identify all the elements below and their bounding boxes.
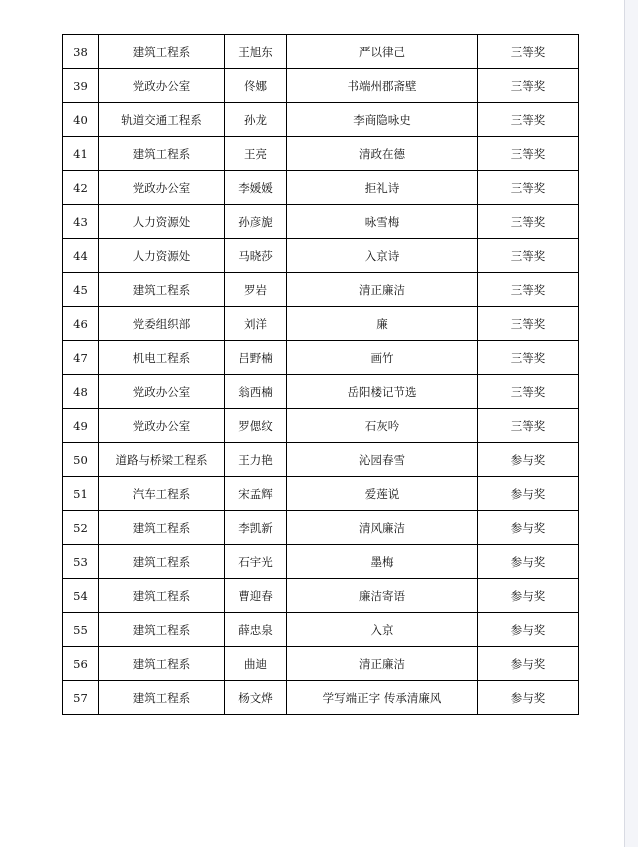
row-number: 51 bbox=[63, 477, 99, 511]
department-cell: 道路与桥梁工程系 bbox=[99, 443, 225, 477]
work-title-cell: 严以律己 bbox=[287, 35, 478, 69]
department-cell: 建筑工程系 bbox=[99, 35, 225, 69]
table-row bbox=[63, 171, 579, 205]
department-cell: 党政办公室 bbox=[99, 171, 225, 205]
table-row bbox=[63, 137, 579, 171]
department-cell: 建筑工程系 bbox=[99, 579, 225, 613]
department-cell: 汽车工程系 bbox=[99, 477, 225, 511]
table-row bbox=[63, 647, 579, 681]
work-title-cell: 岳阳楼记节选 bbox=[287, 375, 478, 409]
awards-table bbox=[62, 34, 579, 715]
awards-table-body bbox=[63, 35, 579, 715]
award-cell: 三等奖 bbox=[478, 103, 579, 137]
work-title-cell: 墨梅 bbox=[287, 545, 478, 579]
participant-name-cell: 王力艳 bbox=[225, 443, 287, 477]
table-row bbox=[63, 103, 579, 137]
award-cell: 三等奖 bbox=[478, 69, 579, 103]
row-number: 44 bbox=[63, 239, 99, 273]
work-title-cell: 学写端正字 传承清廉风 bbox=[287, 681, 478, 715]
participant-name-cell: 曹迎春 bbox=[225, 579, 287, 613]
award-cell: 参与奖 bbox=[478, 511, 579, 545]
table-row bbox=[63, 409, 579, 443]
row-number: 41 bbox=[63, 137, 99, 171]
table-row bbox=[63, 273, 579, 307]
award-cell: 三等奖 bbox=[478, 239, 579, 273]
award-cell: 三等奖 bbox=[478, 409, 579, 443]
award-cell: 三等奖 bbox=[478, 341, 579, 375]
table-row bbox=[63, 579, 579, 613]
award-cell: 三等奖 bbox=[478, 171, 579, 205]
row-number: 53 bbox=[63, 545, 99, 579]
work-title-cell: 清正廉洁 bbox=[287, 647, 478, 681]
department-cell: 党委组织部 bbox=[99, 307, 225, 341]
row-number: 38 bbox=[63, 35, 99, 69]
participant-name-cell: 吕野楠 bbox=[225, 341, 287, 375]
award-cell: 参与奖 bbox=[478, 443, 579, 477]
participant-name-cell: 孙龙 bbox=[225, 103, 287, 137]
table-row bbox=[63, 613, 579, 647]
table-row bbox=[63, 35, 579, 69]
row-number: 43 bbox=[63, 205, 99, 239]
participant-name-cell: 翁西楠 bbox=[225, 375, 287, 409]
work-title-cell: 廉 bbox=[287, 307, 478, 341]
award-cell: 参与奖 bbox=[478, 613, 579, 647]
work-title-cell: 咏雪梅 bbox=[287, 205, 478, 239]
department-cell: 建筑工程系 bbox=[99, 681, 225, 715]
participant-name-cell: 石宇光 bbox=[225, 545, 287, 579]
participant-name-cell: 杨文烨 bbox=[225, 681, 287, 715]
award-cell: 三等奖 bbox=[478, 307, 579, 341]
participant-name-cell: 王旭东 bbox=[225, 35, 287, 69]
work-title-cell: 石灰吟 bbox=[287, 409, 478, 443]
department-cell: 机电工程系 bbox=[99, 341, 225, 375]
award-cell: 参与奖 bbox=[478, 647, 579, 681]
table-row bbox=[63, 681, 579, 715]
row-number: 50 bbox=[63, 443, 99, 477]
table-row bbox=[63, 511, 579, 545]
work-title-cell: 李商隐咏史 bbox=[287, 103, 478, 137]
row-number: 48 bbox=[63, 375, 99, 409]
row-number: 49 bbox=[63, 409, 99, 443]
row-number: 39 bbox=[63, 69, 99, 103]
table-row bbox=[63, 307, 579, 341]
work-title-cell: 入京诗 bbox=[287, 239, 478, 273]
row-number: 55 bbox=[63, 613, 99, 647]
row-number: 46 bbox=[63, 307, 99, 341]
row-number: 45 bbox=[63, 273, 99, 307]
row-number: 56 bbox=[63, 647, 99, 681]
work-title-cell: 爱莲说 bbox=[287, 477, 478, 511]
department-cell: 人力资源处 bbox=[99, 239, 225, 273]
row-number: 47 bbox=[63, 341, 99, 375]
award-cell: 三等奖 bbox=[478, 273, 579, 307]
department-cell: 建筑工程系 bbox=[99, 273, 225, 307]
table-row bbox=[63, 545, 579, 579]
department-cell: 建筑工程系 bbox=[99, 647, 225, 681]
department-cell: 轨道交通工程系 bbox=[99, 103, 225, 137]
participant-name-cell: 佟娜 bbox=[225, 69, 287, 103]
participant-name-cell: 孙彦旎 bbox=[225, 205, 287, 239]
work-title-cell: 沁园春雪 bbox=[287, 443, 478, 477]
participant-name-cell: 罗岩 bbox=[225, 273, 287, 307]
row-number: 42 bbox=[63, 171, 99, 205]
award-cell: 参与奖 bbox=[478, 477, 579, 511]
row-number: 40 bbox=[63, 103, 99, 137]
award-cell: 参与奖 bbox=[478, 579, 579, 613]
award-cell: 三等奖 bbox=[478, 375, 579, 409]
department-cell: 党政办公室 bbox=[99, 409, 225, 443]
participant-name-cell: 李凯新 bbox=[225, 511, 287, 545]
participant-name-cell: 罗偲纹 bbox=[225, 409, 287, 443]
award-cell: 三等奖 bbox=[478, 35, 579, 69]
department-cell: 建筑工程系 bbox=[99, 511, 225, 545]
department-cell: 人力资源处 bbox=[99, 205, 225, 239]
department-cell: 党政办公室 bbox=[99, 375, 225, 409]
award-cell: 三等奖 bbox=[478, 137, 579, 171]
table-row bbox=[63, 239, 579, 273]
table-row bbox=[63, 69, 579, 103]
work-title-cell: 拒礼诗 bbox=[287, 171, 478, 205]
award-cell: 参与奖 bbox=[478, 545, 579, 579]
table-row bbox=[63, 341, 579, 375]
participant-name-cell: 刘洋 bbox=[225, 307, 287, 341]
work-title-cell: 书端州郡斋壁 bbox=[287, 69, 478, 103]
participant-name-cell: 王亮 bbox=[225, 137, 287, 171]
department-cell: 建筑工程系 bbox=[99, 545, 225, 579]
participant-name-cell: 薛忠泉 bbox=[225, 613, 287, 647]
row-number: 57 bbox=[63, 681, 99, 715]
participant-name-cell: 马晓莎 bbox=[225, 239, 287, 273]
table-row bbox=[63, 375, 579, 409]
work-title-cell: 画竹 bbox=[287, 341, 478, 375]
work-title-cell: 廉洁寄语 bbox=[287, 579, 478, 613]
work-title-cell: 入京 bbox=[287, 613, 478, 647]
work-title-cell: 清正廉洁 bbox=[287, 273, 478, 307]
row-number: 52 bbox=[63, 511, 99, 545]
department-cell: 建筑工程系 bbox=[99, 613, 225, 647]
department-cell: 党政办公室 bbox=[99, 69, 225, 103]
work-title-cell: 清风廉洁 bbox=[287, 511, 478, 545]
row-number: 54 bbox=[63, 579, 99, 613]
participant-name-cell: 曲迪 bbox=[225, 647, 287, 681]
department-cell: 建筑工程系 bbox=[99, 137, 225, 171]
table-row bbox=[63, 205, 579, 239]
work-title-cell: 清政在德 bbox=[287, 137, 478, 171]
participant-name-cell: 宋孟辉 bbox=[225, 477, 287, 511]
table-row bbox=[63, 477, 579, 511]
participant-name-cell: 李媛媛 bbox=[225, 171, 287, 205]
award-cell: 三等奖 bbox=[478, 205, 579, 239]
table-row bbox=[63, 443, 579, 477]
award-cell: 参与奖 bbox=[478, 681, 579, 715]
